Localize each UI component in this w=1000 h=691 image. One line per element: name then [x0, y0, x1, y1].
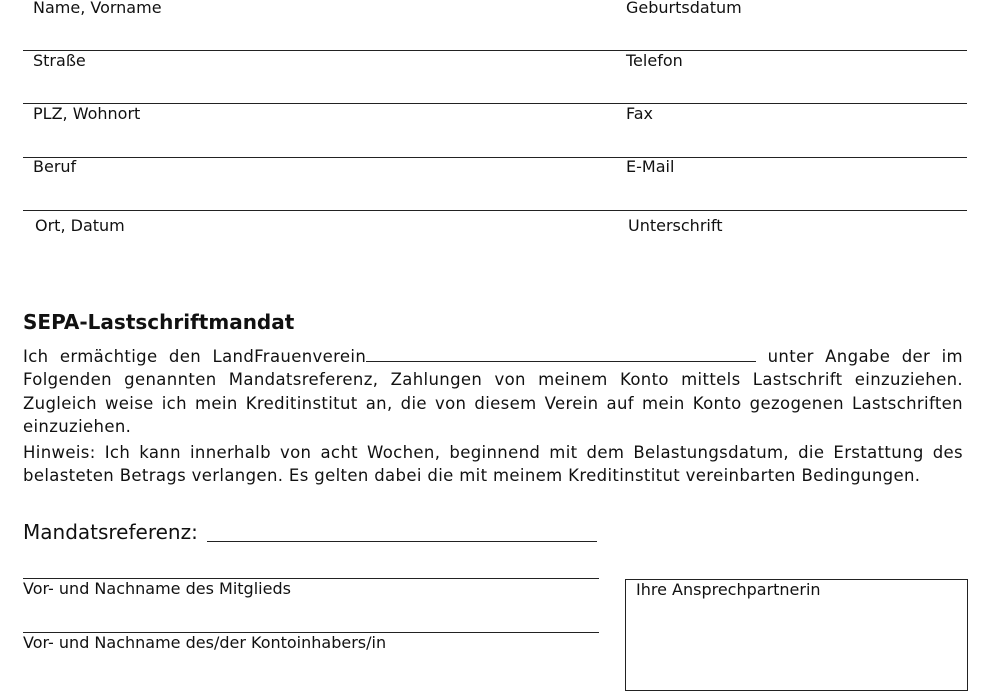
- mandate-reference-label: Mandatsreferenz:: [23, 520, 198, 544]
- contact-person-label: Ihre Ansprechpartnerin: [636, 580, 821, 599]
- fax-field-label: Fax: [626, 104, 654, 123]
- street-row-line: [23, 103, 967, 104]
- signature-field-label: Unterschrift: [628, 216, 723, 235]
- zip-city-row-line: [23, 157, 967, 158]
- authorization-text-end: unter Angabe der im Folgenden genannten Mandatsreferenz, Zahlungen von meinem Konto mittels Lastschrift einzuziehen. Zugleich weise ich mein Kreditinstitut an, die von diesem Verein auf mein Konto gezogenen Lastschriften einzuziehen.: [23, 347, 963, 437]
- birthdate-field-label: Geburtsdatum: [626, 0, 742, 17]
- account-holder-label: Vor- und Nachname des/der Kontoinhabers/in: [23, 633, 387, 652]
- authorization-text-start: Ich ermächtige den LandFrauenverein: [23, 347, 367, 366]
- name-row-line: [23, 50, 967, 51]
- place-date-field-label: Ort, Datum: [35, 216, 125, 235]
- sepa-section-title: SEPA-Lastschriftmandat: [23, 310, 295, 334]
- zip-city-field-label: PLZ, Wohnort: [33, 104, 141, 123]
- name-field-label: Name, Vorname: [33, 0, 162, 17]
- phone-field-label: Telefon: [626, 51, 683, 70]
- sepa-authorization-paragraph: [23, 345, 963, 439]
- email-field-label: E-Mail: [626, 157, 675, 176]
- mandate-reference-line: [207, 541, 597, 542]
- member-name-label: Vor- und Nachname des Mitglieds: [23, 579, 291, 598]
- occupation-field-label: Beruf: [33, 157, 77, 176]
- club-name-blank: [366, 345, 756, 362]
- street-field-label: Straße: [33, 51, 86, 70]
- sepa-hint-paragraph: Hinweis: Ich kann innerhalb von acht Wochen, beginnend mit dem Belastungsdatum, die Erstattung des belasteten Betrags verlangen. Es gelten dabei die mit meinem Kreditinstitut vereinbarten Bedingungen.: [23, 443, 963, 486]
- occupation-row-line: [23, 210, 967, 211]
- contact-person-box: [625, 579, 968, 691]
